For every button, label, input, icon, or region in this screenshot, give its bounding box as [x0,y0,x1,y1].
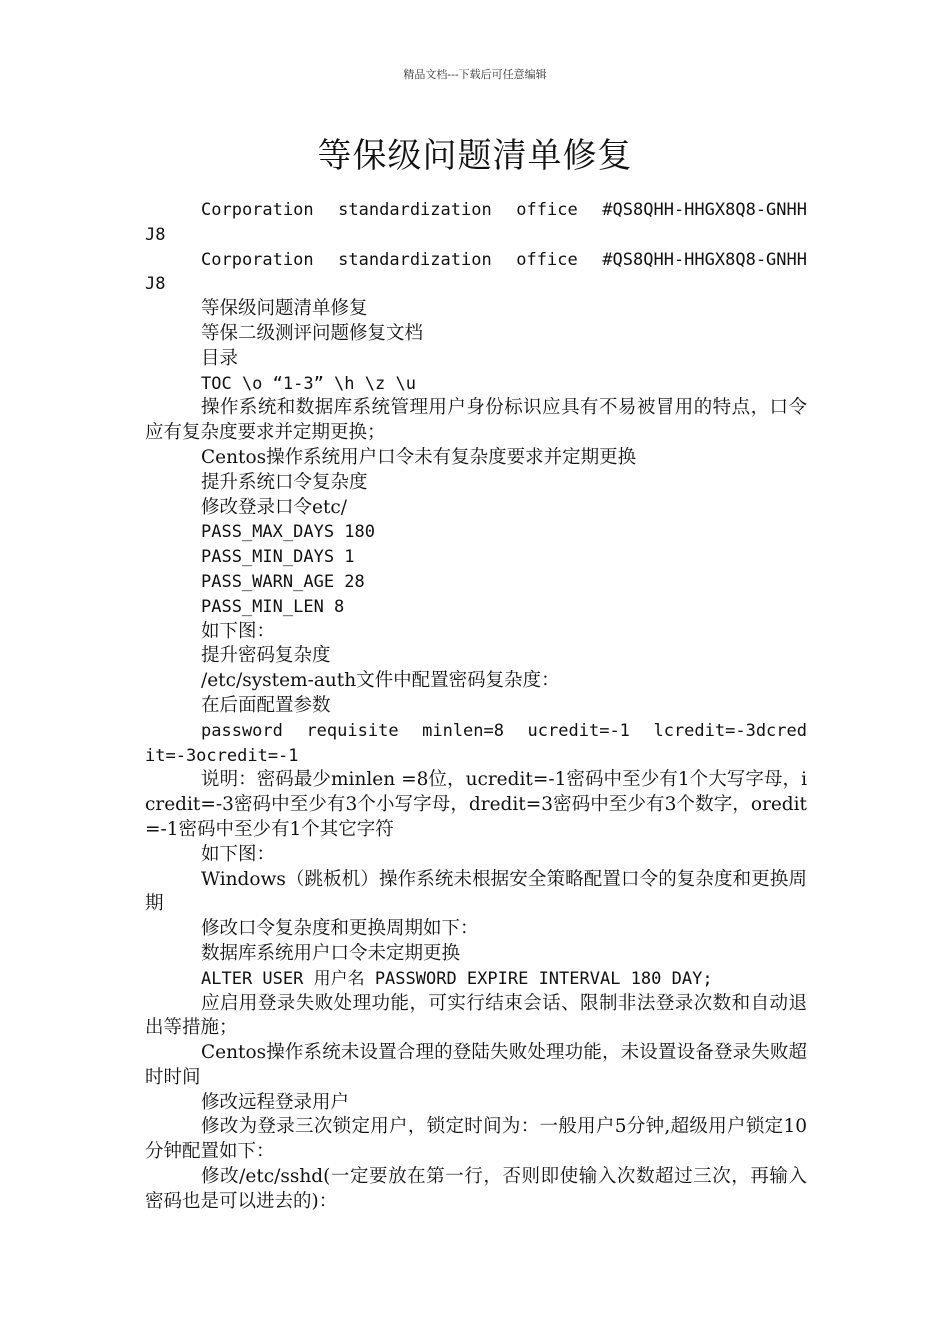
body-paragraph: 修改远程登录用户 [201,1091,350,1113]
corporation-line: Corporation standardization office #QS8QHH-HHGX8Q8-GNHHJ8 [145,200,807,245]
config-line: PASS_WARN_AGE 28 [201,571,365,592]
body-paragraph: Windows（跳板机）操作系统未根据安全策略配置口令的复杂度和更换周期 [145,868,807,915]
body-paragraph: 修改/etc/sshd(一定要放在第一行，否则即使输入次数超过三次，再输入密码也是可以进去的)： [145,1166,807,1212]
body-paragraph: Centos操作系统未设置合理的登陆失败处理功能，未设置设备登录失败超时时间 [145,1042,807,1088]
body-paragraph: 操作系统和数据库系统管理用户身份标识应具有不易被冒用的特点，口令应有复杂度要求并定期更换； [145,397,807,444]
body-paragraph: 数据库系统用户口令未定期更换 [201,942,461,964]
body-paragraph: 修改登录口令etc/ [201,496,347,518]
toc-heading: 目录 [201,347,239,369]
body-paragraph: 提升系统口令复杂度 [201,471,368,493]
body-paragraph: 应启用登录失败处理功能，可实行结束会话、限制非法登录次数和自动退出等措施； [145,992,807,1039]
body-paragraph: /etc/system-auth文件中配置密码复杂度： [201,670,560,692]
sql-command: ALTER USER 用户名 PASSWORD EXPIRE INTERVAL 180 DAY; [201,968,713,989]
body-paragraph: 修改为登录三次锁定用户，锁定时间为：一般用户5分钟,超级用户锁定10分钟配置如下： [145,1116,807,1163]
config-line: PASS_MIN_LEN 8 [201,596,345,617]
config-line: password requisite minlen=8 ucredit=-1 lcredit=-3dcredit=-3ocredit=-1 [145,720,807,766]
document-body [145,198,807,1215]
toc-field-code: TOC \o “1-3” \h \z \u [201,373,416,394]
config-line: PASS_MAX_DAYS 180 [201,522,375,543]
body-paragraph: 等保级问题清单修复 [201,298,368,320]
config-line: PASS_MIN_DAYS 1 [201,547,355,568]
body-paragraph: 提升密码复杂度 [201,645,331,667]
header-note: 精品文档---下载后可任意编辑 [403,68,547,81]
body-paragraph: 修改口令复杂度和更换周期如下： [201,918,479,940]
body-paragraph: 如下图： [201,620,276,642]
document-title: 等保级问题清单修复 [317,136,633,176]
corporation-line: Corporation standardization office #QS8QHH-HHGX8Q8-GNHHJ8 [145,249,807,295]
body-paragraph: 等保二级测评问题修复文档 [201,322,424,344]
body-paragraph: Centos操作系统用户口令未有复杂度要求并定期更换 [201,446,637,468]
body-paragraph: 说明：密码最少minlen =8位，ucredit=-1密码中至少有1个大写字母，icredit=-3密码中至少有3个小写字母，dredit=3密码中至少有3个数字，oredit=-1密码中至少有1个其它字符 [145,769,807,840]
body-paragraph: 如下图： [201,843,276,865]
body-paragraph: 在后面配置参数 [201,694,331,716]
